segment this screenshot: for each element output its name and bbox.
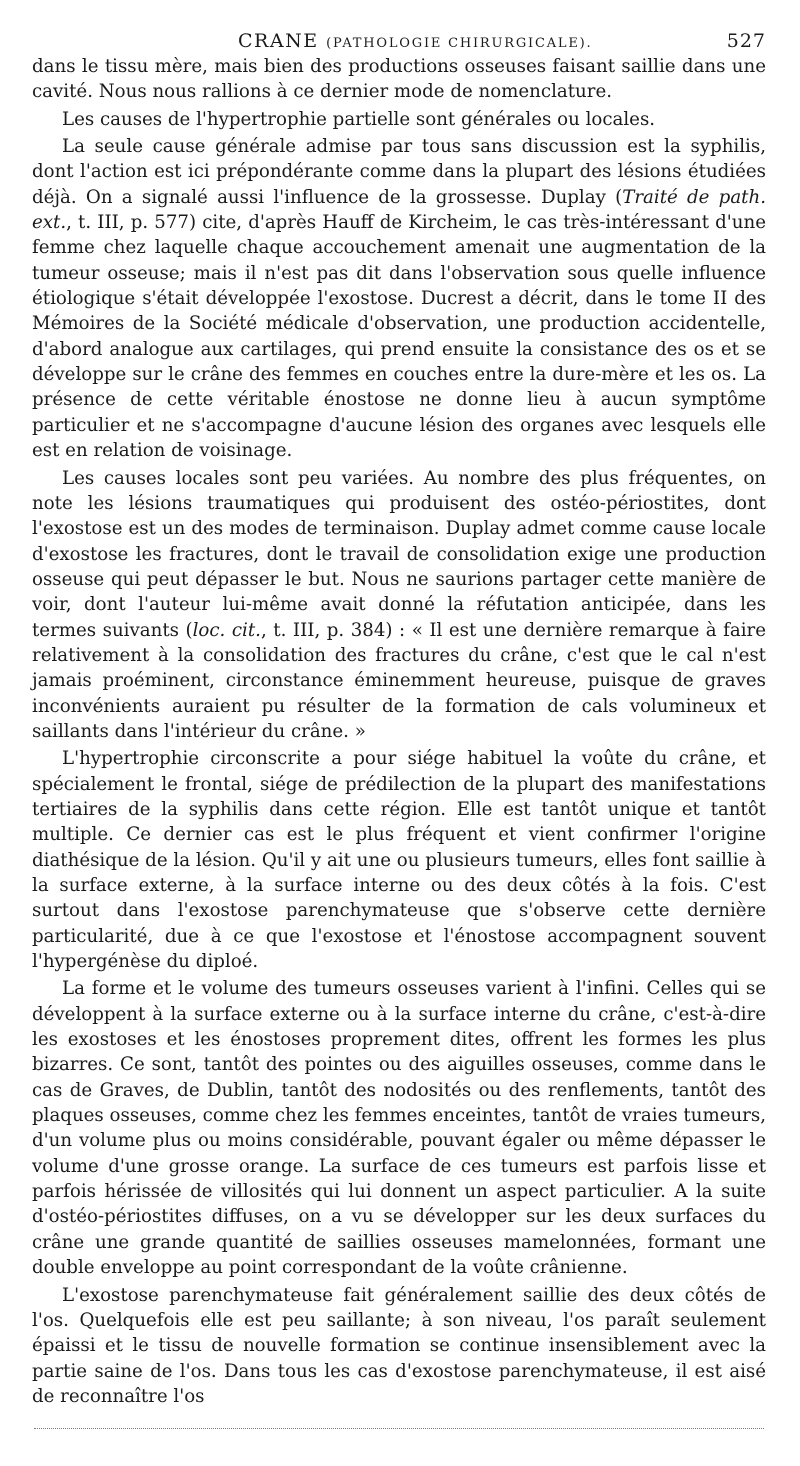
running-title	[238, 30, 592, 52]
bottom-rule	[34, 1428, 764, 1429]
text-segment: , t. III, p. 384) : « Il est une dernière remarque à faire relativement à la consolidation des fractures du crâne, c'est que le cal n'est jamais proéminent, circonstance éminemment heureuse, puisque de graves inconvénients auraient pu résulter de la formation de cals volumineux et saillants dans l'intérieur du crâne. »	[32, 619, 767, 742]
paragraph	[32, 107, 766, 132]
text-segment: L'hypertrophie circonscrite a pour siége habituel la voûte du crâne, et spécialement le frontal, siége de prédilection de la plupart des manifestations tertiaires de la syphilis dans cette région. Elle est tantôt unique et tantôt multiple. Ce dernier cas est le plus fréquent et vient confirmer l'origine diathésique de la lésion. Qu'il y ait une ou plusieurs tumeurs, elles font saillie à la surface externe, à la surface interne ou des deux côtés à la fois. C'est surtout dans l'exostose parenchymateuse que s'observe cette dernière particularité, due à ce que l'exostose et l'énostose accompagnent souvent l'hypergénèse du diploé.	[32, 748, 766, 973]
page-number: 527	[726, 30, 766, 52]
paragraph	[32, 746, 766, 974]
text-segment: Les causes locales sont peu variées. Au nombre des plus fréquentes, on note les lésions traumatiques qui produisent des ostéo-périostites, dont l'exostose est un des modes de terminaison. Duplay admet comme cause locale d'exostose les fractures, dont le travail de consolidation exige une production osseuse qui peut dépasser le but. Nous ne saurions partager cette manière de voir, dont l'auteur lui-même avait donné la réfutation anticipée, dans les termes suivants (	[32, 467, 766, 641]
paragraph	[32, 1283, 766, 1410]
text-segment: La forme et le volume des tumeurs osseuses varient à l'infini. Celles qui se développent à la surface externe ou à la surface interne du crâne, c'est-à-dire les exostoses et les énostoses proprement dites, offrent les formes les plus bizarres. Ce sont, tantôt des pointes ou des aiguilles osseuses, comme dans le cas de Graves, de Dublin, tantôt des nodosités ou des renflements, tantôt des plaques osseuses, comme chez les femmes enceintes, tantôt de vraies tumeurs, d'un volume plus ou moins considérable, pouvant égaler ou même dépasser le volume d'une grosse orange. La surface de ces tumeurs est parfois lisse et parfois hérissée de villosités qui lui donnent un aspect particulier. A la suite d'ostéo-périostites diffuses, on a vu se développer sur les deux surfaces du crâne une grande quantité de saillies osseuses mamelonnées, formant une double enveloppe au point correspondant de la voûte crânienne.	[32, 978, 766, 1279]
body-text	[32, 54, 766, 1409]
paragraph	[32, 976, 766, 1280]
running-title-main: CRANE	[238, 30, 319, 52]
citation-italic: loc. cit.	[192, 619, 261, 641]
running-head	[32, 0, 766, 54]
paragraph	[32, 54, 766, 105]
text-segment: La seule cause générale admise par tous sans discussion est la syphilis, dont l'action est ici prépondérante comme dans la plupart des lésions étudiées déjà. On a signalé aussi l'influence de la grossesse. Duplay (	[32, 136, 766, 208]
text-segment: dans le tissu mère, mais bien des productions osseuses faisant saillie dans une cavité. Nous nous rallions à ce dernier mode de nomenclature.	[32, 56, 766, 103]
citation-italic: Traité de path. ext.	[32, 186, 766, 234]
text-segment: Les causes de l'hypertrophie partielle sont générales ou locales.	[62, 108, 656, 130]
text-segment: L'exostose parenchymateuse fait généralement saillie des deux côtés de l'os. Quelquefois elle est peu saillante; à son niveau, l'os paraît seulement épaissi et le tissu de nouvelle formation se continue insensiblement avec la partie saine de l'os. Dans tous les cas d'exostose parenchymateuse, il est aisé de reconnaître l'os	[32, 1284, 766, 1407]
running-title-subtitle: (PATHOLOGIE CHIRURGICALE).	[326, 36, 593, 51]
paragraph	[32, 466, 766, 745]
text-segment: , t. III, p. 577) cite, d'après Hauff de Kircheim, le cas très-intéressant d'une femme chez laquelle chaque accouchement amenait une augmentation de la tumeur osseuse; mais il n'est pas dit dans l'observation sous quelle influence étiologique s'était développée l'exostose. Ducrest a décrit, dans le tome II des Mémoires de la Société médicale d'observation, une production accidentelle, d'abord analogue aux cartilages, qui prend ensuite la consistance des os et se développe sur le crâne des femmes en couches entre la dure-mère et les os. La présence de cette véritable énostose ne donne lieu à aucun symptôme particulier et ne s'accompagne d'aucune lésion des organes avec lesquels elle est en relation de voisinage.	[32, 212, 766, 462]
book-page	[32, 0, 766, 1466]
paragraph	[32, 134, 766, 463]
